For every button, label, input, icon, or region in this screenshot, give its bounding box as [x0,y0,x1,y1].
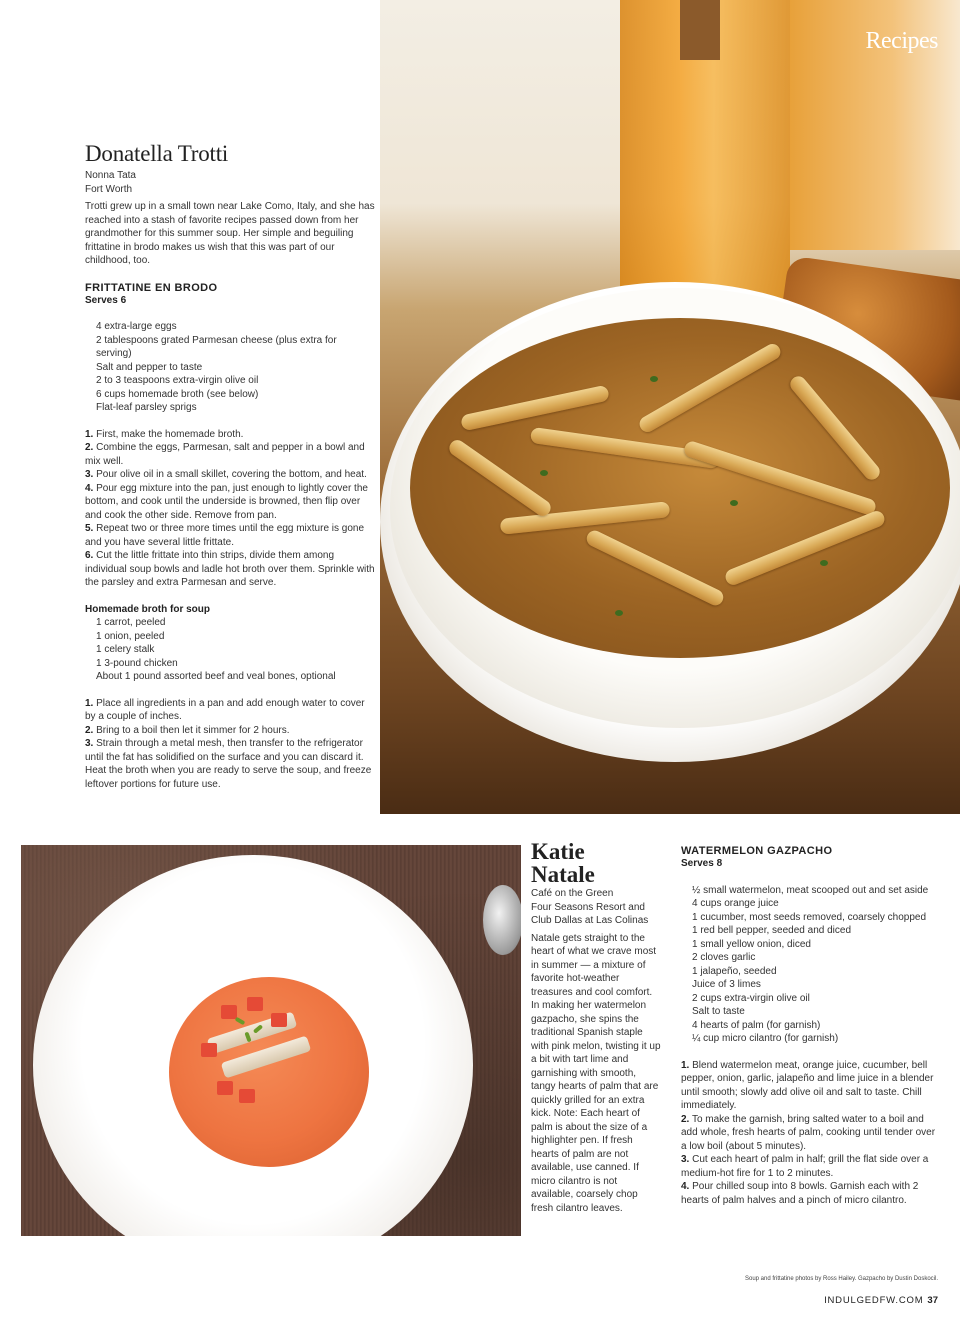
step-text: Pour chilled soup into 8 bowls. Garnish each with 2 hearts of palm halves and a pinch of micro cilantro. [681,1181,919,1206]
method-step [85,441,375,468]
step-number: 3. [681,1154,690,1165]
ingredient-list [681,884,943,1046]
method-steps [85,428,375,590]
step-text: Place all ingredients in a pan and add enough water to cover by a couple of inches. [85,697,365,723]
restaurant-name: Café on the Green [531,888,614,899]
ingredient: Flat-leaf parsley sprigs [96,402,197,414]
method-step [85,697,375,724]
method-step [85,724,375,738]
ingredient: 1 cucumber, most seeds removed, coarsely chopped [692,911,927,923]
method-step [85,468,375,482]
step-text: Strain through a metal mesh, then transfer to the refrigerator until the fat has solidified on the surface and you can discard it. Heat the broth when you are ready to serve the soup, and freeze leftover portions for future use. [85,738,372,790]
chef-last-name: Natale [531,862,595,887]
ingredient-list [85,320,375,415]
step-number: 1. [681,1059,690,1071]
ingredient: 1 celery stalk [96,644,155,656]
ingredient: 4 hearts of palm (for garnish) [692,1019,821,1031]
ingredient: 2 cups extra-virgin olive oil [692,992,810,1004]
photo-wood-detail [680,0,720,60]
photo-parsley [650,376,658,382]
step-number: 2. [85,442,94,454]
photo-spoon [483,885,521,955]
broth-title: Homemade broth for soup [85,603,211,615]
site-url[interactable]: INDULGEDFW.COM [824,1295,924,1306]
photo-melon-cube [247,997,263,1011]
ingredient: About 1 pound assorted beef and veal bones, optional [96,671,336,683]
bottom-story-intro [531,840,661,1215]
step-number: 3. [85,738,94,750]
chef-name [531,840,661,886]
ingredient: 1 3-pound chicken [96,657,178,669]
method-step [85,522,375,549]
venue-name: Four Seasons Resort and Club Dallas at Las Colinas [531,901,649,926]
top-story [85,141,375,791]
ingredient: 1 carrot, peeled [96,617,166,629]
step-text: Repeat two or three more times until the egg mixture is gone and you have several little frittate. [85,523,365,548]
ingredient: ¼ cup micro cilantro (for garnish) [692,1033,839,1044]
method-step [681,1153,943,1180]
recipe-title: WATERMELON GAZPACHO [681,845,833,857]
ingredient: ½ small watermelon, meat scooped out and set aside [692,884,929,896]
photo-gazpacho [169,977,369,1167]
chef-first-name: Katie [531,839,585,864]
photo-credit: Soup and frittatine photos by Ross Hailey. Gazpacho by Dustin Doskocil. [745,1276,938,1282]
chef-intro: Trotti grew up in a small town near Lake Como, Italy, and she has reached into a stash of favorite recipes passed down from her grandmother for this summer soup. Her simple and beguiling frittatine in brodo makes us wish that this was part of our childhood, too. [85,201,375,267]
step-number: 4. [85,482,94,494]
photo-melon-cube [217,1081,233,1095]
step-number: 5. [85,523,94,535]
photo-parsley [730,500,738,506]
ingredient: Salt and pepper to taste [96,361,203,373]
step-text: Cut each heart of palm in half; grill the flat side over a medium-hot fire for 1 to 2 minutes. [681,1154,929,1179]
step-text: First, make the homemade broth. [96,428,244,440]
photo-melon-cube [239,1089,255,1103]
ingredient: 2 to 3 teaspoons extra-virgin olive oil [96,375,259,387]
ingredient: 1 small yellow onion, diced [692,938,811,950]
ingredient: 1 red bell pepper, seeded and diced [692,925,852,936]
ingredient: 1 onion, peeled [96,630,165,642]
method-step [681,1059,943,1113]
ingredient: Salt to taste [692,1006,745,1017]
recipe-serves: Serves 8 [681,858,723,869]
method-step [85,737,375,791]
restaurant-city: Fort Worth [85,183,133,195]
step-text: Combine the eggs, Parmesan, salt and pepper in a bowl and mix well. [85,442,365,467]
step-text: To make the garnish, bring salted water to a boil and add whole, fresh hearts of palm, cooking until tender over a low boil (about 5 minutes). [681,1113,936,1152]
photo-melon-cube [271,1013,287,1027]
method-step [85,549,375,590]
photo-parsley [820,560,828,566]
method-steps [681,1059,943,1208]
photo-melon-cube [221,1005,237,1019]
step-number: 2. [681,1113,690,1125]
soup-photo [380,0,960,814]
ingredient: 4 cups orange juice [692,898,779,909]
step-number: 6. [85,550,94,562]
section-label: Recipes [865,28,938,54]
method-step [681,1180,943,1207]
step-number: 1. [85,697,94,709]
ingredient: Juice of 3 limes [692,979,761,990]
method-step [85,482,375,523]
broth-steps [85,697,375,792]
step-text: Pour olive oil in a small skillet, covering the bottom, and heat. [96,469,367,481]
chef-name: Donatella Trotti [85,141,229,166]
step-text: Bring to a boil then let it simmer for 2 hours. [96,724,290,736]
step-number: 4. [681,1181,690,1192]
step-number: 3. [85,469,94,481]
ingredient: 1 jalapeño, seeded [692,965,777,977]
page-number: 37 [927,1295,938,1306]
step-text: Cut the little frittate into thin strips, divide them among individual soup bowls and ladle hot broth over them. Sprinkle with the parsley and extra Parmesan and serve. [85,550,375,589]
step-number: 1. [85,428,94,440]
ingredient: 2 cloves garlic [692,952,756,963]
broth-ingredient-list [85,616,375,684]
step-number: 2. [85,724,94,736]
ingredient: 4 extra-large eggs [96,321,177,333]
ingredient: 6 cups homemade broth (see below) [96,388,259,400]
page-footer [824,1295,938,1306]
recipe-serves: Serves 6 [85,294,127,306]
photo-parsley [540,470,548,476]
photo-parsley [615,610,623,616]
recipe-title: FRITTATINE EN BRODO [85,281,218,294]
photo-melon-cube [201,1043,217,1057]
method-step [681,1113,943,1154]
step-text: Pour egg mixture into the pan, just enough to lightly cover the bottom, and cook until the underside is browned, then flip over and cook the other side. Remove from pan. [85,482,368,521]
gazpacho-recipe [681,845,943,1207]
gazpacho-photo [21,845,521,1236]
restaurant-name: Nonna Tata [85,170,136,182]
photo-broth [410,318,950,658]
method-step [85,428,375,442]
chef-intro: Natale gets straight to the heart of what we crave most in summer — a mixture of favorite hot-weather treasures and cool comfort. In making her watermelon gazpacho, she spins the traditional Spanish staple with pink melon, twisting it up a bit with tart lime and garnishing with smooth, tangy hearts of palm that are quickly grilled for an extra kick. Note: Each heart of palm is about the size of a highlighter pen. If fresh hearts of palm are not available, use canned. If micro cilantro is not available, coarsely chop fresh cilantro leaves. [531,932,661,1214]
ingredient: 2 tablespoons grated Parmesan cheese (plus extra for serving) [96,334,337,360]
step-text: Blend watermelon meat, orange juice, cucumber, bell pepper, onion, garlic, jalapeño and lime juice in a blender until smooth; slowly add olive oil and salt to taste. Chill immediately. [681,1059,934,1111]
